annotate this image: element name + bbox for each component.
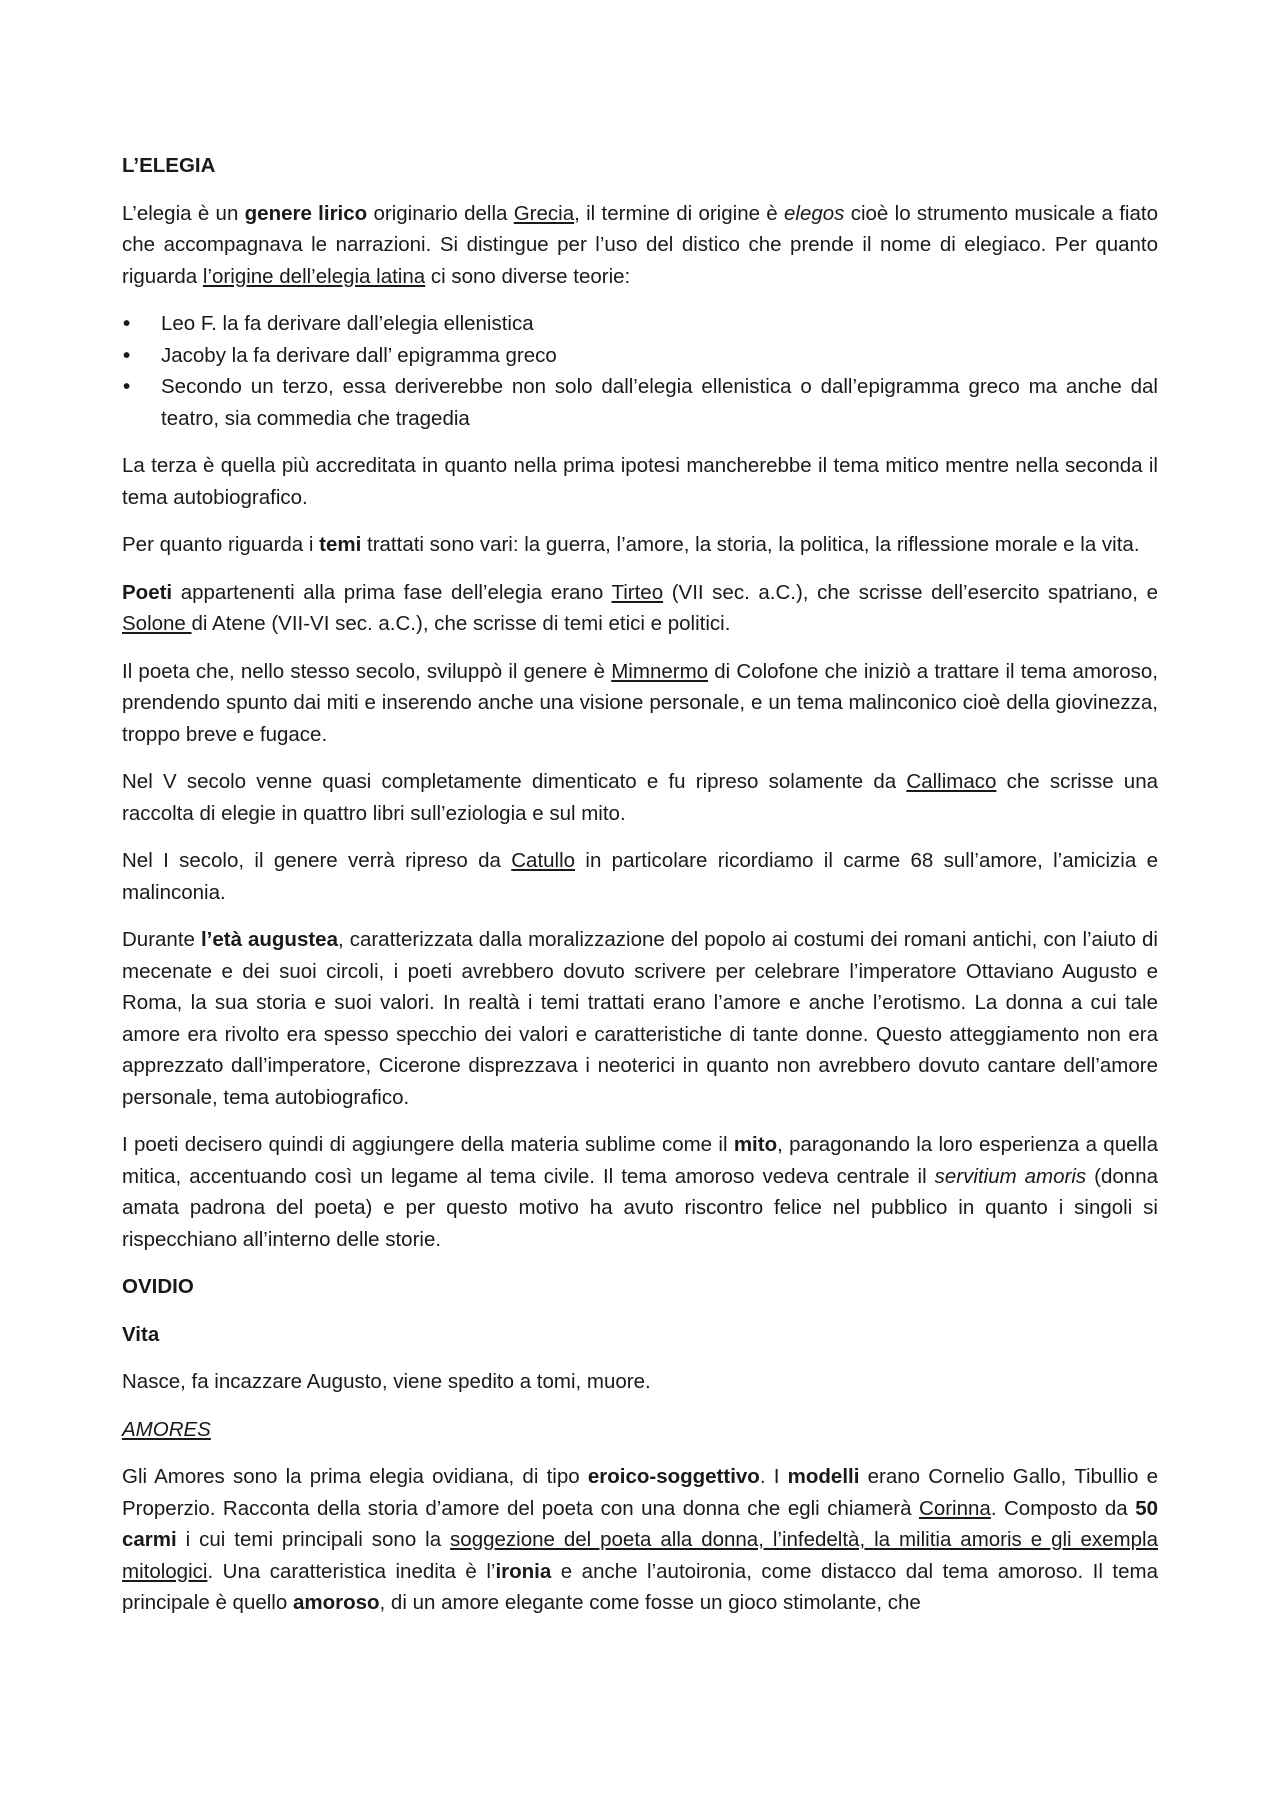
bold-term: Poeti bbox=[122, 580, 173, 604]
paragraph-eta-augustea bbox=[122, 924, 1158, 1113]
subsection-title-amores: AMORES bbox=[122, 1417, 211, 1441]
text: Durante bbox=[122, 928, 201, 951]
text: . Una caratteristica inedita è l’ bbox=[207, 1559, 496, 1583]
italic-term: servitium amoris bbox=[934, 1164, 1087, 1188]
text: cioè lo strumento musicale a fiato che accompagnava le narrazioni. Si distingue per l’uso del distico che prende il nome di elegiaco. Per quanto riguarda bbox=[122, 201, 1158, 288]
paragraph-third-theory: La terza è quella più accreditata in quanto nella prima ipotesi mancherebbe il tema mitico mentre nella seconda il tema autobiografico. bbox=[122, 454, 1158, 509]
bold-term: l’età augustea bbox=[200, 928, 338, 951]
paragraph-callimaco bbox=[122, 766, 1158, 829]
underlined-term: Corinna bbox=[919, 1496, 991, 1520]
paragraph-amores bbox=[122, 1461, 1158, 1619]
list-item-text: Jacoby la fa derivare dall’ epigramma greco bbox=[161, 343, 557, 367]
paragraph-poets bbox=[122, 577, 1158, 640]
paragraph-intro bbox=[122, 198, 1158, 293]
text: , caratterizzata dalla moralizzazione del popolo ai costumi dei romani antichi, con l’aiuto di mecenate e dei suoi circoli, i poeti avrebbero dovuto scrivere per celebrare l’imperatore Ottaviano Augusto e Roma, la sua storia e suoi valori. In realtà i temi trattati erano l’amore e anche l’erotismo. La donna a cui tale amore era rivolto era spesso specchio dei valori e caratteristiche di tante donne. Questo atteggiamento non era apprezzato dall’imperatore, Cicerone disprezzava i neoterici in quanto non avrebbero dovuto cantare dell’amore personale, tema autobiografico. bbox=[122, 928, 1158, 1109]
list-item-text: Leo F. la fa derivare dall’elegia ellenistica bbox=[161, 312, 534, 335]
text: Nel I secolo, il genere verrà ripreso da bbox=[122, 849, 512, 872]
list-item bbox=[122, 308, 1158, 340]
text: di Atene (VII-VI sec. a.C.), che scrisse di temi etici e politici. bbox=[191, 612, 731, 635]
bullet-icon: • bbox=[123, 343, 131, 367]
italic-term: elegos bbox=[784, 201, 845, 225]
list-item bbox=[122, 371, 1158, 434]
text: Nel V secolo venne quasi completamente dimenticato e fu ripreso solamente da bbox=[122, 770, 907, 793]
text: Per quanto riguarda i bbox=[122, 533, 320, 556]
text: (VII sec. a.C.), che scrisse dell’esercito spatriano, e bbox=[663, 580, 1158, 604]
list-item bbox=[122, 340, 1158, 372]
text: e anche l’autoironia, come distacco dal tema amoroso. Il tema principale è quello bbox=[122, 1559, 1158, 1614]
section-title-elegia: L’ELEGIA bbox=[122, 154, 216, 177]
section-title-ovidio: OVIDIO bbox=[122, 1275, 194, 1298]
text: che scrisse una raccolta di elegie in quattro libri sull’eziologia e sul mito. bbox=[122, 770, 1159, 825]
text: di Colofone che iniziò a trattare il tema amoroso, prendendo spunto dai miti e inserendo anche una visione personale, e un tema malinconico cioè della giovinezza, troppo breve e fugace. bbox=[122, 659, 1158, 746]
bold-term: amoroso bbox=[292, 1591, 380, 1614]
text: appartenenti alla prima fase dell’elegia erano bbox=[172, 580, 612, 604]
text: originario della bbox=[367, 201, 514, 225]
text: . Composto da bbox=[990, 1496, 1136, 1520]
text: . I bbox=[759, 1465, 788, 1488]
bold-term: 50 carmi bbox=[122, 1496, 1159, 1551]
document-page bbox=[122, 150, 1158, 1635]
text: I poeti decisero quindi di aggiungere della materia sublime come il bbox=[122, 1133, 734, 1156]
text: , paragonando la loro esperienza a quella mitica, accentuando così un legame al tema civile. Il tema amoroso vedeva centrale il bbox=[122, 1133, 1159, 1188]
text: Gli Amores sono la prima elegia ovidiana, di tipo bbox=[122, 1465, 588, 1488]
paragraph-mimnermo bbox=[122, 656, 1158, 751]
underlined-term: Catullo bbox=[511, 849, 576, 872]
bold-term: mito bbox=[733, 1133, 778, 1156]
bullet-icon: • bbox=[123, 312, 131, 335]
underlined-term: Callimaco bbox=[906, 770, 997, 793]
bold-term: genere lirico bbox=[244, 201, 368, 225]
list-item-text: Secondo un terzo, essa deriverebbe non solo dall’elegia ellenistica o dall’epigramma greco ma anche dal teatro, sia commedia che tragedia bbox=[161, 375, 1158, 430]
underlined-term: Grecia bbox=[513, 201, 575, 225]
text: in particolare ricordiamo il carme 68 sull’amore, l’amicizia e malinconia. bbox=[122, 849, 1158, 904]
underlined-term: Solone bbox=[122, 612, 192, 635]
paragraph-mito bbox=[122, 1129, 1158, 1255]
text: erano Cornelio Gallo, Tibullio e Properzio. Racconta della storia d’amore del poeta con una donna che egli chiamerà bbox=[122, 1465, 1158, 1520]
text: , di un amore elegante come fosse un gioco stimolante, che bbox=[379, 1591, 921, 1614]
underlined-term: Mimnermo bbox=[611, 659, 709, 683]
bold-term: temi bbox=[319, 533, 362, 556]
text: , il termine di origine è bbox=[574, 201, 784, 225]
bullet-icon: • bbox=[123, 375, 131, 398]
text: trattati sono vari: la guerra, l’amore, la storia, la politica, la riflessione morale e la vita. bbox=[361, 533, 1140, 556]
bold-term: eroico-soggettivo bbox=[587, 1465, 760, 1488]
underlined-term: l’origine dell’elegia latina bbox=[202, 264, 426, 288]
text: ci sono diverse teorie: bbox=[425, 264, 631, 288]
subsection-title-vita: Vita bbox=[122, 1322, 160, 1346]
paragraph-catullo bbox=[122, 845, 1158, 908]
underlined-term: soggezione del poeta alla donna, l’infedeltà, la militia amoris e gli exempla mitologici bbox=[122, 1528, 1158, 1583]
text: i cui temi principali sono la bbox=[176, 1528, 451, 1551]
text: L’elegia è un bbox=[122, 201, 245, 225]
underlined-term: Tirteo bbox=[611, 580, 664, 604]
bold-term: modelli bbox=[787, 1465, 860, 1488]
bold-term: ironia bbox=[495, 1559, 552, 1583]
paragraph-vita: Nasce, fa incazzare Augusto, viene spedito a tomi, muore. bbox=[122, 1370, 651, 1393]
text: Il poeta che, nello stesso secolo, sviluppò il genere è bbox=[122, 659, 612, 683]
text: (donna amata padrona del poeta) e per questo motivo ha avuto riscontro felice nel pubblico in quanto i singoli si rispecchiano all’interno delle storie. bbox=[122, 1164, 1158, 1251]
paragraph-themes bbox=[122, 529, 1158, 561]
theories-list bbox=[122, 308, 1158, 434]
